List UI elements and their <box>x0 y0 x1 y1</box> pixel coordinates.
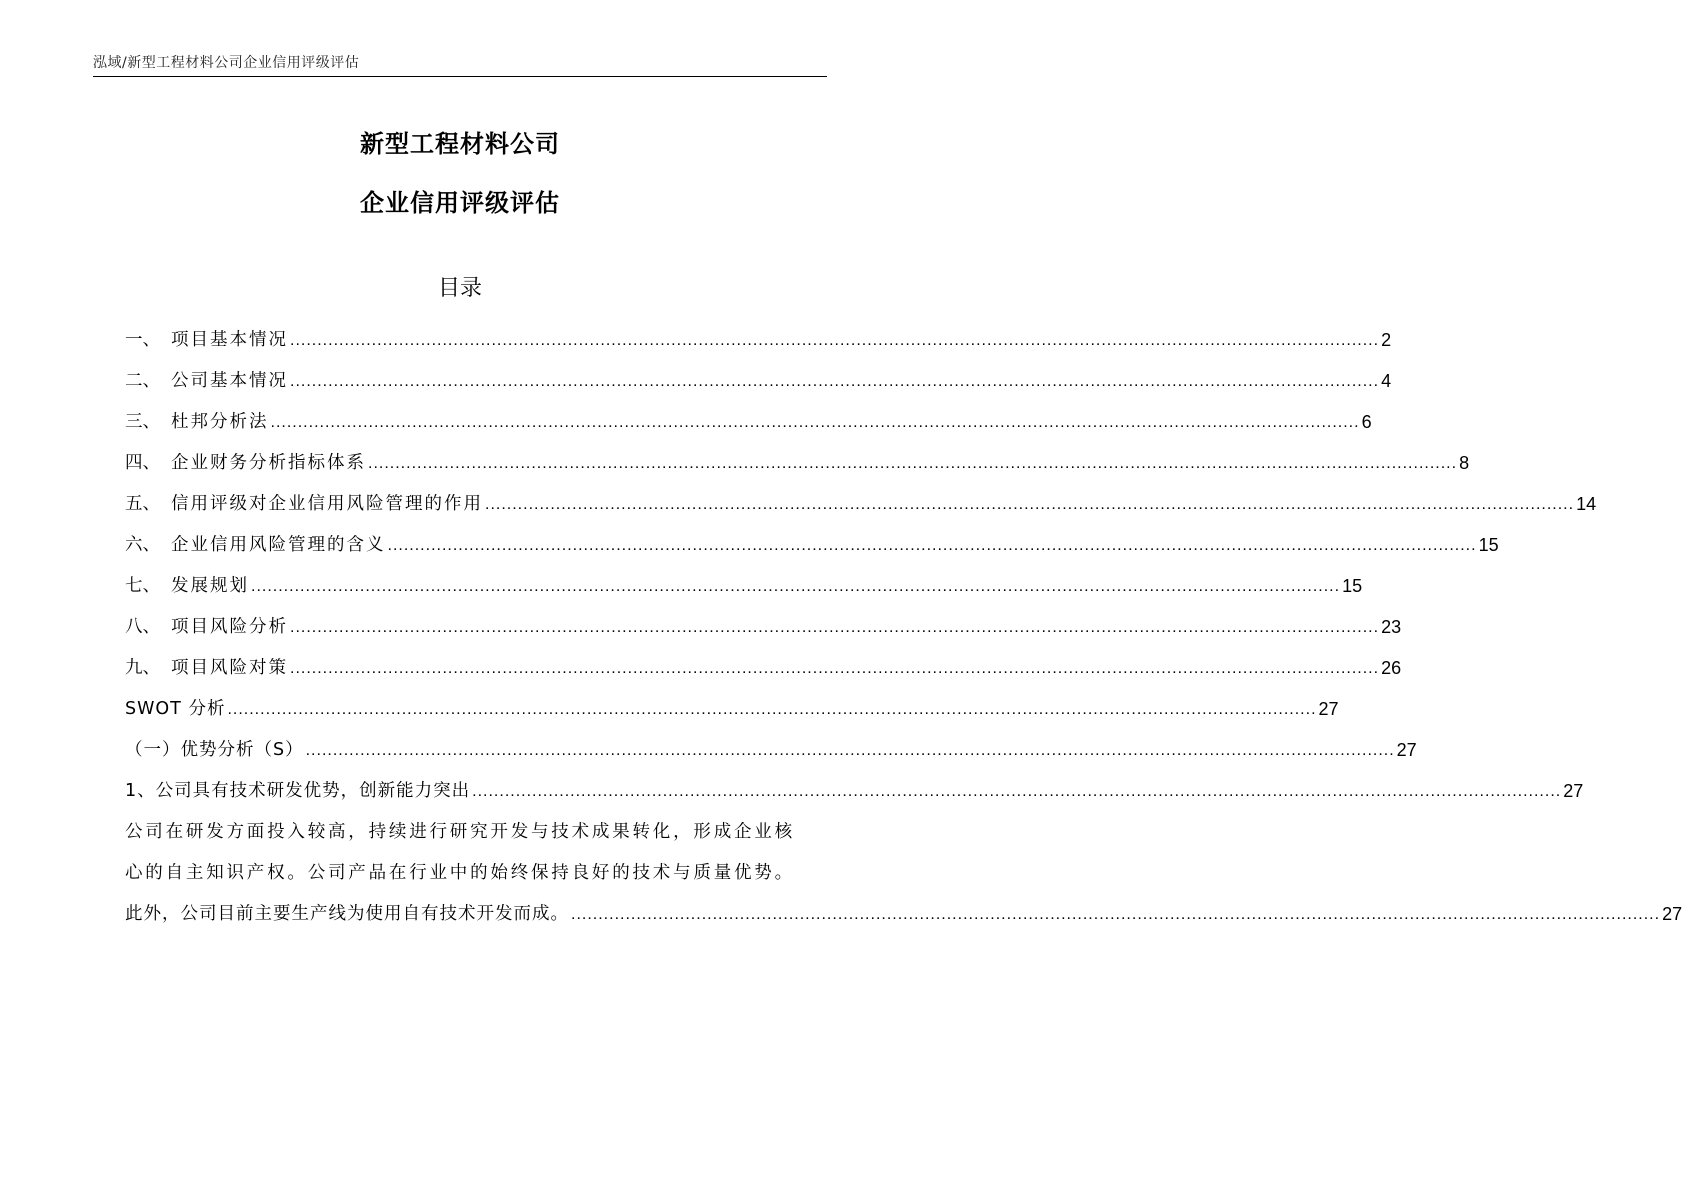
toc-leader-dots: ........................................................................................................................................................................................................ <box>387 537 1477 554</box>
table-of-contents <box>125 320 1682 935</box>
toc-entry-title: 1、公司具有技术研发优势，创新能力突出 <box>125 781 471 801</box>
toc-entry[interactable] <box>125 771 1584 812</box>
toc-entry-number: 六、 <box>125 535 160 555</box>
toc-entry[interactable] <box>125 402 1372 443</box>
toc-entry-page: 27 <box>1396 740 1417 760</box>
toc-entry-page: 23 <box>1381 617 1402 637</box>
toc-entry[interactable] <box>125 894 1682 935</box>
toc-leader-dots: ........................................................................................................................................................................................................ <box>571 906 1661 923</box>
toc-entry-page: 15 <box>1478 535 1499 555</box>
toc-entry-title: 此外，公司目前主要生产线为使用自有技术开发而成。 <box>125 904 569 924</box>
toc-entry-title: 发展规划 <box>171 576 249 596</box>
toc-leader-dots: ........................................................................................................................................................................................................ <box>290 619 1380 636</box>
toc-entry-title: 杜邦分析法 <box>171 412 269 432</box>
toc-entry-title: 信用评级对企业信用风险管理的作用 <box>171 494 483 514</box>
toc-leader-dots: ........................................................................................................................................................................................................ <box>227 701 1317 718</box>
toc-leader-dots: ........................................................................................................................................................................................................ <box>472 783 1562 800</box>
toc-leader-dots: ........................................................................................................................................................................................................ <box>270 414 1360 431</box>
toc-entry-page: 27 <box>1318 699 1339 719</box>
toc-entry-page: 2 <box>1381 330 1392 350</box>
toc-entry-title: 企业财务分析指标体系 <box>171 453 366 473</box>
document-title-line-1: 新型工程材料公司 <box>360 130 560 158</box>
toc-entry-number: 八、 <box>125 617 160 637</box>
toc-entry-paragraph-line[interactable]: 公司在研发方面投入较高，持续进行研究开发与技术成果转化，形成企业核 <box>125 822 795 842</box>
toc-entry-number: 三、 <box>125 412 160 432</box>
toc-entry[interactable] <box>125 484 1597 525</box>
toc-leader-dots: ........................................................................................................................................................................................................ <box>290 373 1380 390</box>
toc-entry-number: 九、 <box>125 658 160 678</box>
toc-entry-title: 企业信用风险管理的含义 <box>171 535 386 555</box>
toc-entry-page: 27 <box>1563 781 1584 801</box>
header-divider <box>93 76 827 77</box>
toc-entry-title: （一）优势分析（S） <box>125 740 304 760</box>
toc-entry-page: 14 <box>1576 494 1597 514</box>
toc-entry-page: 4 <box>1381 371 1392 391</box>
toc-leader-dots: ........................................................................................................................................................................................................ <box>485 496 1575 513</box>
toc-entry[interactable] <box>125 648 1402 689</box>
toc-entry-page: 26 <box>1381 658 1402 678</box>
toc-leader-dots: ........................................................................................................................................................................................................ <box>251 578 1341 595</box>
toc-entry-title: SWOT 分析 <box>125 699 226 719</box>
toc-leader-dots: ........................................................................................................................................................................................................ <box>290 332 1380 349</box>
toc-entry-number: 一、 <box>125 330 160 350</box>
running-header: 泓域/新型工程材料公司企业信用评级评估 <box>93 55 360 71</box>
toc-entry-number: 五、 <box>125 494 160 514</box>
toc-leader-dots: ........................................................................................................................................................................................................ <box>305 742 1395 759</box>
toc-leader-dots: ........................................................................................................................................................................................................ <box>290 660 1380 677</box>
toc-heading: 目录 <box>437 276 482 301</box>
toc-entry-title: 项目基本情况 <box>171 330 288 350</box>
toc-entry[interactable] <box>125 361 1392 402</box>
toc-entry[interactable] <box>125 443 1470 484</box>
toc-entry-title: 项目风险分析 <box>171 617 288 637</box>
toc-entry-number: 二、 <box>125 371 160 391</box>
toc-entry-number: 七、 <box>125 576 160 596</box>
toc-entry[interactable] <box>125 607 1402 648</box>
toc-entry-page: 27 <box>1662 904 1682 924</box>
toc-leader-dots: ........................................................................................................................................................................................................ <box>368 455 1458 472</box>
toc-entry[interactable] <box>125 566 1363 607</box>
toc-entry-paragraph-line[interactable]: 心的自主知识产权。公司产品在行业中的始终保持良好的技术与质量优势。 <box>125 863 795 883</box>
toc-entry[interactable] <box>125 689 1339 730</box>
toc-entry-page: 15 <box>1342 576 1363 596</box>
toc-entry-page: 8 <box>1459 453 1470 473</box>
toc-entry[interactable] <box>125 320 1392 361</box>
toc-entry-number: 四、 <box>125 453 160 473</box>
toc-entry[interactable] <box>125 730 1417 771</box>
toc-entry[interactable] <box>125 525 1499 566</box>
toc-entry-page: 6 <box>1361 412 1372 432</box>
toc-entry-title: 公司基本情况 <box>171 371 288 391</box>
toc-entry-title: 项目风险对策 <box>171 658 288 678</box>
document-title-line-2: 企业信用评级评估 <box>360 189 560 217</box>
